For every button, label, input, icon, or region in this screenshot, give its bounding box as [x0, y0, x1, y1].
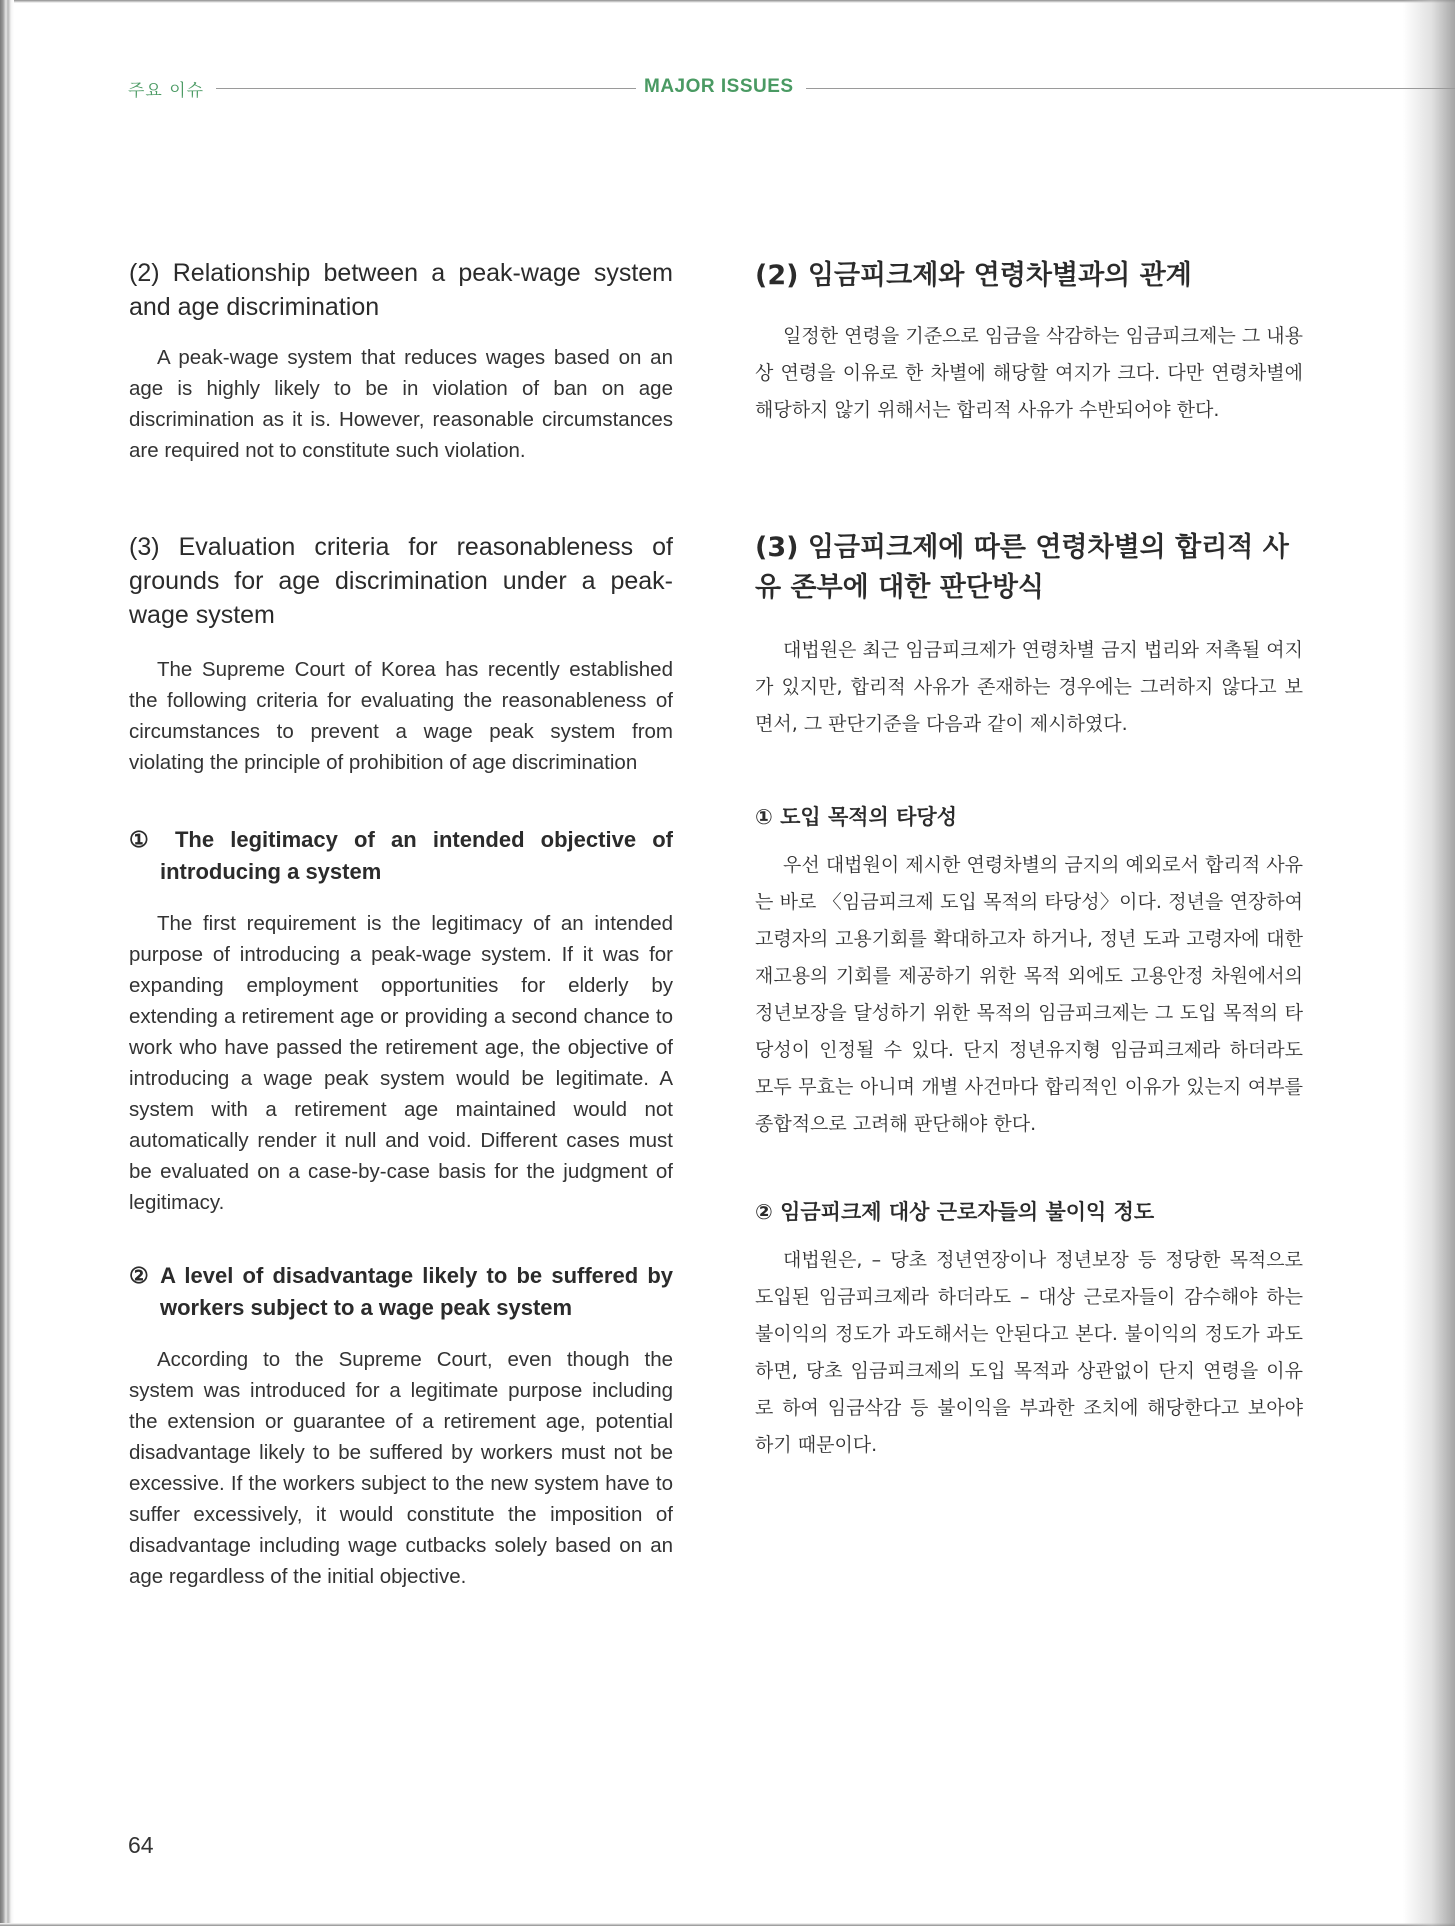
en-item-2-heading: ② A level of disadvantage likely to be suffered by workers subject to a wage peak system — [129, 1263, 673, 1320]
ko-section-2-heading: (2) 임금피크제와 연령차별과의 관계 — [755, 260, 1192, 291]
en-section-3 — [129, 530, 673, 778]
en-item-2-body: According to the Supreme Court, even though the system was introduced for a legitimate purpose including the extension or guarantee of a retirement age, potential disadvantage likely to be suffered by workers must not be excessive. If the workers subject to the new system have to suffer excessively, it would constitute the imposition of disadvantage including wage cutbacks solely based on an age regardless of the initial objective. — [129, 1348, 673, 1588]
en-item-1 — [129, 824, 673, 1218]
header-section-label: 주요 이슈 — [128, 81, 205, 101]
header-rule-right — [806, 88, 1455, 89]
ko-section-2 — [755, 256, 1303, 429]
ko-section-3-heading: (3) 임금피크제에 따른 연령차별의 합리적 사유 존부에 대한 판단방식 — [755, 532, 1289, 603]
en-section-2 — [129, 256, 673, 466]
ko-item-2-body: 대법원은, – 당초 정년연장이나 정년보장 등 정당한 목적으로 도입된 임금피크제라 하더라도 – 대상 근로자들이 감수해야 하는 불이익의 정도가 과도해서는 안된다고 본다. 불이익의 정도가 과도하면, 당초 임금피크제의 도입 목적과 상관없이 단지 연령을 이유로 하여 임금삭감 등 불이익을 부과한 조치에 해당한다고 보아야 하기 때문이다. — [755, 1249, 1303, 1456]
ko-item-2-heading: ② 임금피크제 대상 근로자들의 불이익 정도 — [755, 1200, 1155, 1224]
ko-item-1 — [755, 801, 1303, 1143]
en-section-3-heading: (3) Evaluation criteria for reasonableness of grounds for age discrimination under a peak-wage system — [129, 533, 673, 629]
en-item-1-body: The first requirement is the legitimacy of an intended purpose of introducing a peak-wage system. If it was for expanding employment opportunities for elderly by extending a retirement age or providing a second chance to work who have passed the retirement age, the objective of introducing a wage peak system would be legitimate. A system with a retirement age maintained would not automatically render it null and void. Different cases must be evaluated on a case-by-case basis for the judgment of legitimacy. — [129, 912, 673, 1214]
en-section-3-body: The Supreme Court of Korea has recently established the following criteria for evaluating the reasonableness of circumstances to prevent a wage peak system from violating the principle of prohibition of age discrimination — [129, 658, 673, 774]
ko-item-1-heading: ① 도입 목적의 타당성 — [755, 805, 958, 829]
ko-section-3 — [755, 528, 1303, 743]
ko-item-1-body: 우선 대법원이 제시한 연령차별의 금지의 예외로서 합리적 사유는 바로 〈임금피크제 도입 목적의 타당성〉이다. 정년을 연장하여 고령자의 고용기회를 확대하고자 하거나, 정년 도과 고령자에 대한 재고용의 기회를 제공하기 위한 목적 외에도 고용안정 차원에서의 정년보장을 달성하기 위한 목적의 임금피크제는 그 도입 목적의 타당성이 인정될 수 있다. 단지 정년유지형 임금피크제라 하더라도 모두 무효는 아니며 개별 사건마다 합리적인 이유가 있는지 여부를 종합적으로 고려해 판단해야 한다. — [755, 854, 1303, 1135]
en-section-2-body: A peak-wage system that reduces wages based on an age is highly likely to be in violation of ban on age discrimination as it is. However, reasonable circumstances are required not to constitute such violation. — [129, 346, 673, 462]
ko-item-2 — [755, 1196, 1303, 1464]
ko-section-2-body: 일정한 연령을 기준으로 임금을 삭감하는 임금피크제는 그 내용상 연령을 이유로 한 차별에 해당할 여지가 크다. 다만 연령차별에 해당하지 않기 위해서는 합리적 사유가 수반되어야 한다. — [755, 325, 1303, 421]
header-title: MAJOR ISSUES — [636, 76, 802, 98]
page-curl-shadow — [1403, 0, 1455, 1926]
ko-section-3-body: 대법원은 최근 임금피크제가 연령차별 금지 법리와 저촉될 여지가 있지만, 합리적 사유가 존재하는 경우에는 그러하지 않다고 보면서, 그 판단기준을 다음과 같이 제시하였다. — [755, 639, 1303, 735]
en-item-1-heading: ① The legitimacy of an intended objective of introducing a system — [129, 827, 673, 884]
running-header — [128, 76, 1455, 102]
en-section-2-heading: (2) Relationship between a peak-wage system and age discrimination — [129, 259, 673, 321]
page-top-edge — [0, 0, 1455, 3]
en-item-2 — [129, 1260, 673, 1592]
page-number: 64 — [128, 1832, 154, 1858]
page-binding-edge — [0, 0, 14, 1926]
